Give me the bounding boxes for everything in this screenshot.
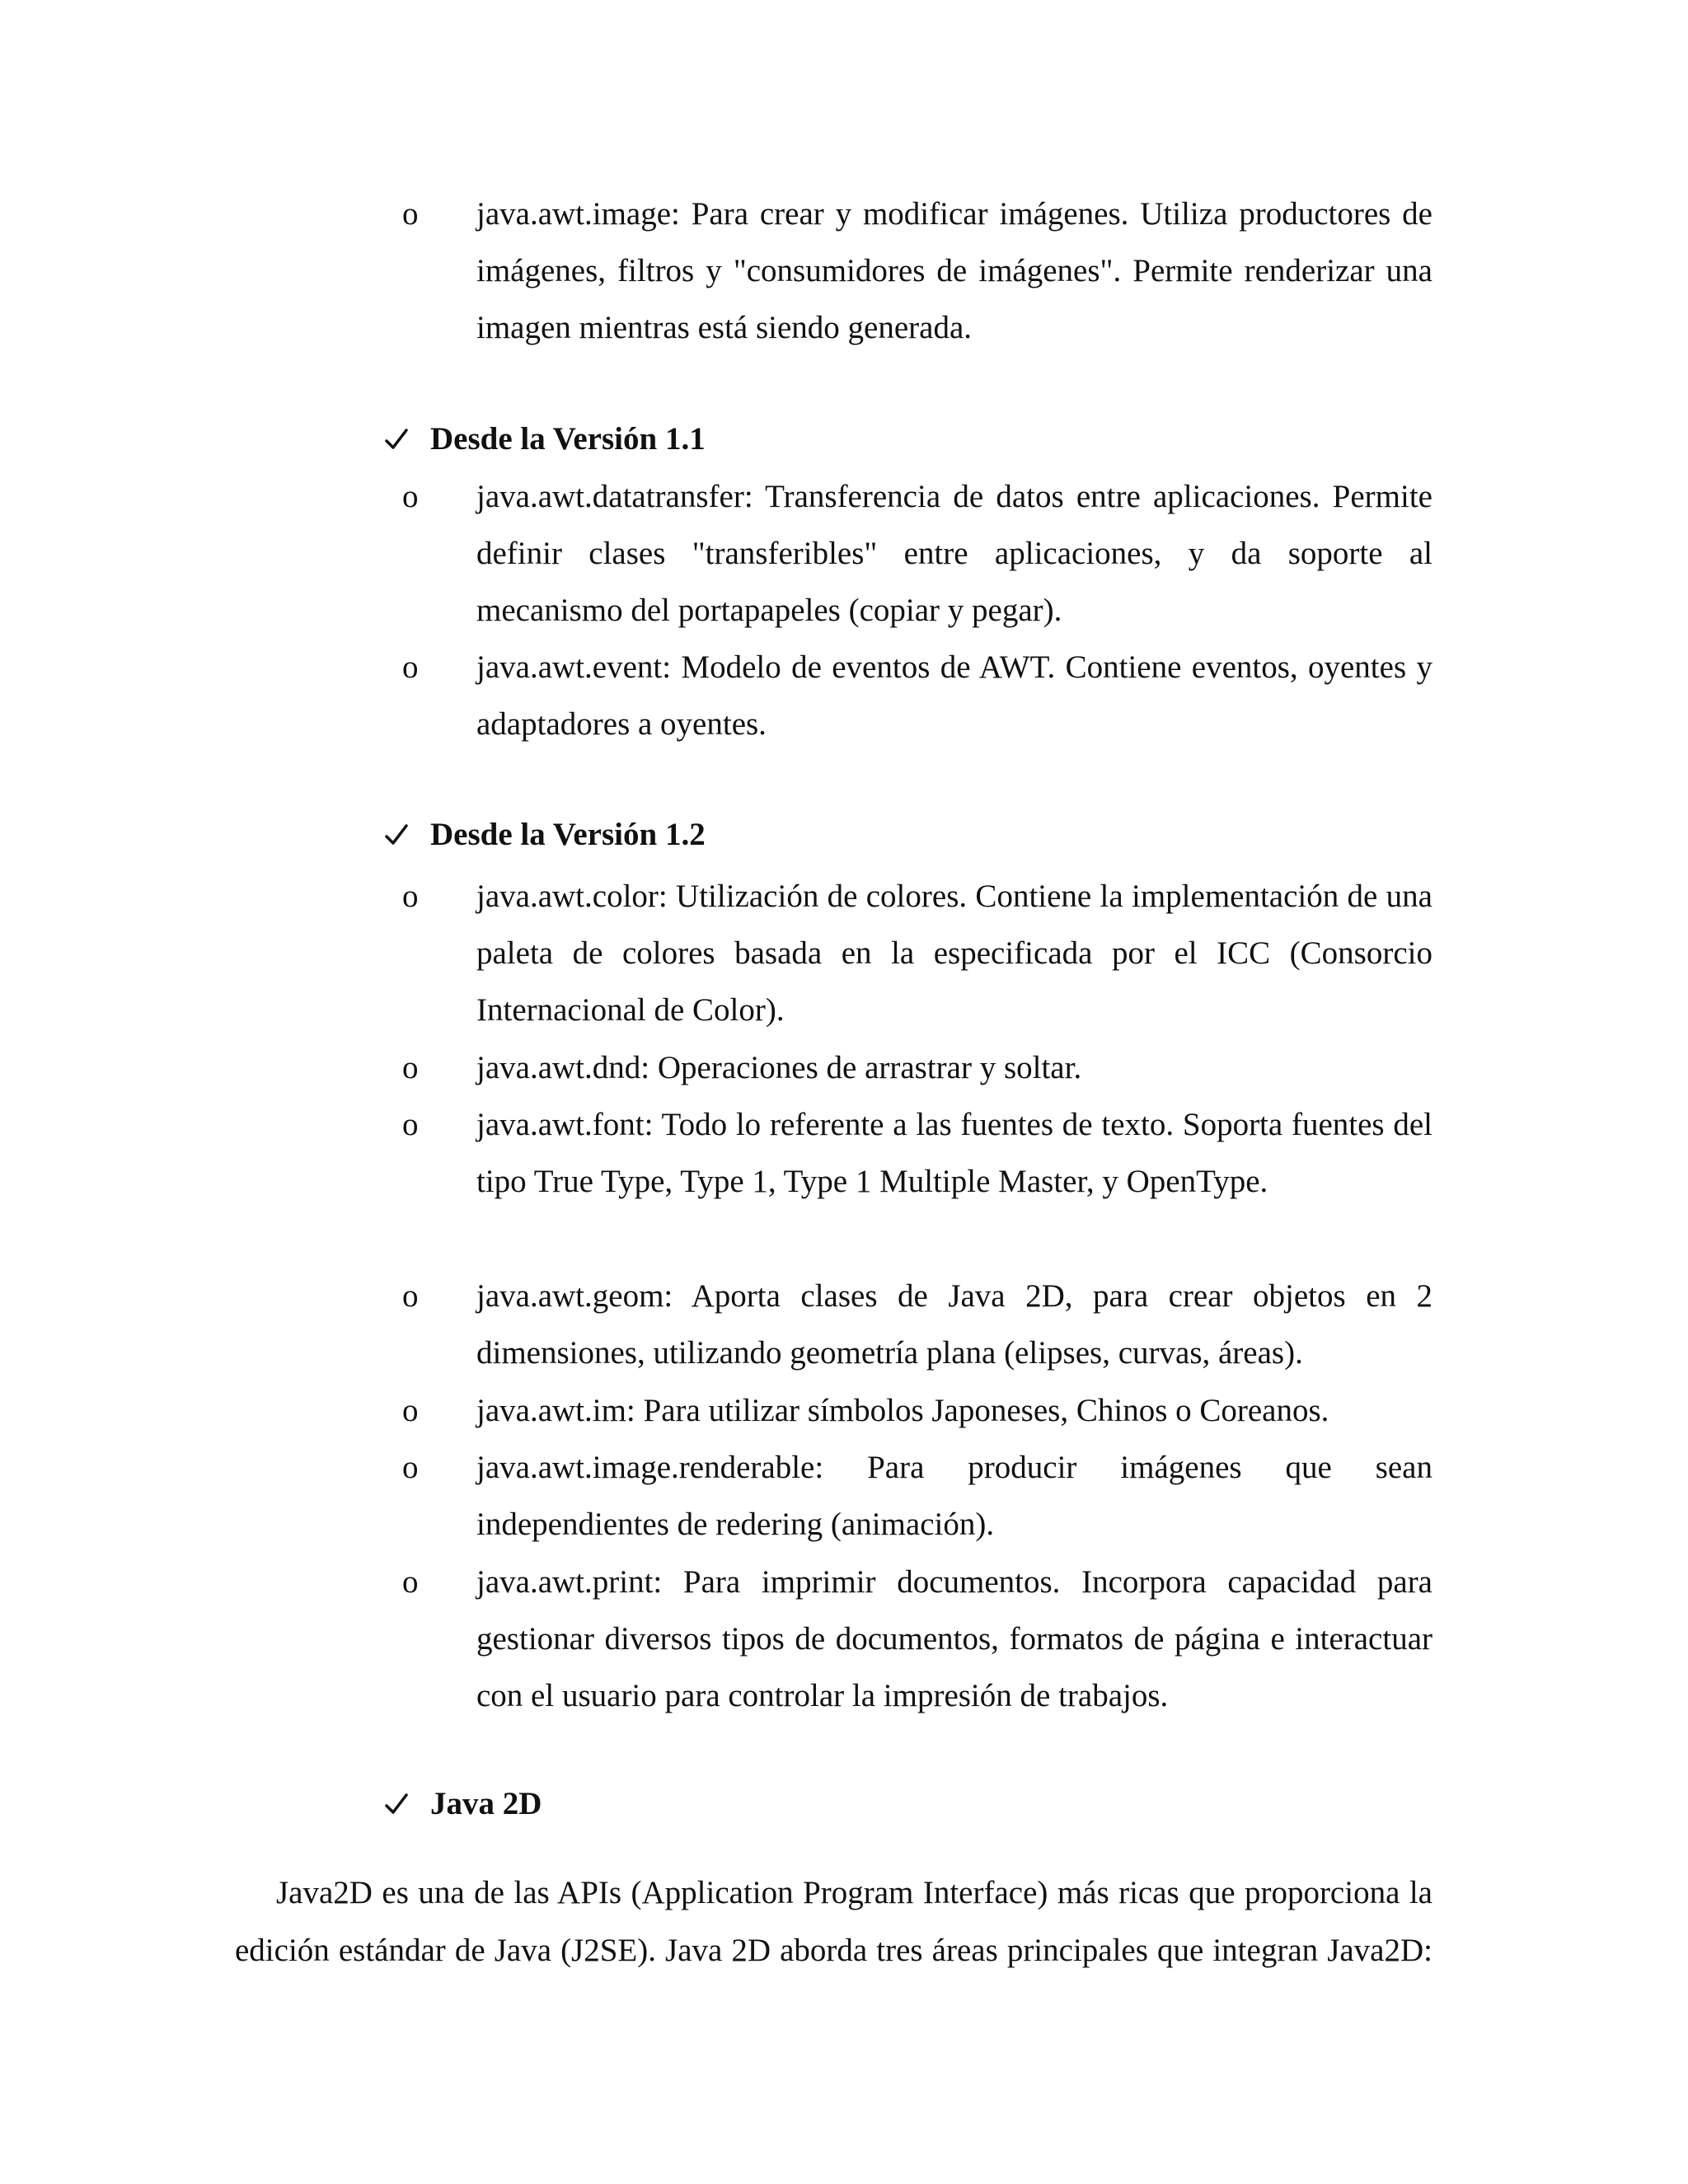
- section-title: Desde la Versión 1.1: [430, 421, 706, 457]
- section-heading-version-1-1: [384, 415, 706, 464]
- list-item-awt-print: [402, 1554, 1432, 1724]
- section-title: Desde la Versión 1.2: [430, 817, 706, 852]
- paragraph-line: Java2D es una de las APIs (Application Program Interface) más ricas que proporciona la: [276, 1875, 1432, 1910]
- list-item-text: java.awt.color: Utilización de colores. Contiene la implementación de una paleta de colores basada en la especificada por el ICC (Consorcio Internacional de Color).: [476, 879, 1432, 1028]
- list-item-awt-color: [402, 868, 1432, 1038]
- list-item-text: java.awt.image.renderable: Para producir imágenes que sean independientes de redering (animación).: [476, 1450, 1432, 1542]
- circle-bullet: o: [402, 1564, 419, 1600]
- list-item-awt-geom: [402, 1268, 1432, 1381]
- list-item-awt-datatransfer: [402, 468, 1432, 639]
- list-item-text: java.awt.event: Modelo de eventos de AWT. Contiene eventos, oyentes y adaptadores a oyentes.: [476, 649, 1432, 742]
- java2d-paragraph: [235, 1864, 1432, 1980]
- circle-bullet: o: [402, 1393, 419, 1428]
- list-item-text: java.awt.geom: Aporta clases de Java 2D, para crear objetos en 2 dimensiones, utilizando geometría plana (elipses, curvas, áreas).: [476, 1278, 1432, 1371]
- circle-bullet: o: [402, 649, 419, 685]
- list-item-text: java.awt.font: Todo lo referente a las fuentes de texto. Soporta fuentes del tipo True Type, Type 1, Type 1 Multiple Master, y OpenType.: [476, 1107, 1432, 1199]
- checkmark-icon: [384, 1792, 409, 1816]
- list-item-text: java.awt.image: Para crear y modificar imágenes. Utiliza productores de imágenes, filtros y "consumidores de imágenes". Permite renderizar una imagen mientras está siendo generada.: [476, 196, 1432, 345]
- list-item-awt-event: [402, 639, 1432, 752]
- circle-bullet: o: [402, 1450, 419, 1485]
- circle-bullet: o: [402, 196, 419, 232]
- section-title: Java 2D: [430, 1786, 542, 1821]
- circle-bullet: o: [402, 479, 419, 514]
- list-item-text: java.awt.datatransfer: Transferencia de datos entre aplicaciones. Permite definir clases "transferibles" entre aplicaciones, y da soporte al mecanismo del portapapeles (copiar y pegar).: [476, 479, 1432, 628]
- list-item-awt-font: [402, 1096, 1432, 1210]
- circle-bullet: o: [402, 879, 419, 914]
- list-item-text: java.awt.im: Para utilizar símbolos Japoneses, Chinos o Coreanos.: [476, 1393, 1329, 1428]
- section-heading-java-2d: [384, 1779, 542, 1829]
- list-item-awt-im: [402, 1382, 1432, 1439]
- list-item-text: java.awt.print: Para imprimir documentos. Incorpora capacidad para gestionar diversos tipos de documentos, formatos de página e interactuar con el usuario para controlar la impresión de trabajos.: [476, 1564, 1432, 1713]
- list-item-text: java.awt.dnd: Operaciones de arrastrar y soltar.: [476, 1050, 1082, 1085]
- checkmark-icon: [384, 427, 409, 452]
- checkmark-icon: [384, 823, 409, 847]
- section-heading-version-1-2: [384, 810, 706, 860]
- circle-bullet: o: [402, 1278, 419, 1314]
- list-item-awt-image: [402, 185, 1432, 356]
- paragraph-line: edición estándar de Java (J2SE). Java 2D aborda tres áreas principales que integran Java2D:: [235, 1933, 1432, 1968]
- list-item-awt-image-renderable: [402, 1439, 1432, 1553]
- circle-bullet: o: [402, 1050, 419, 1085]
- circle-bullet: o: [402, 1107, 419, 1142]
- list-item-awt-dnd: [402, 1039, 1432, 1096]
